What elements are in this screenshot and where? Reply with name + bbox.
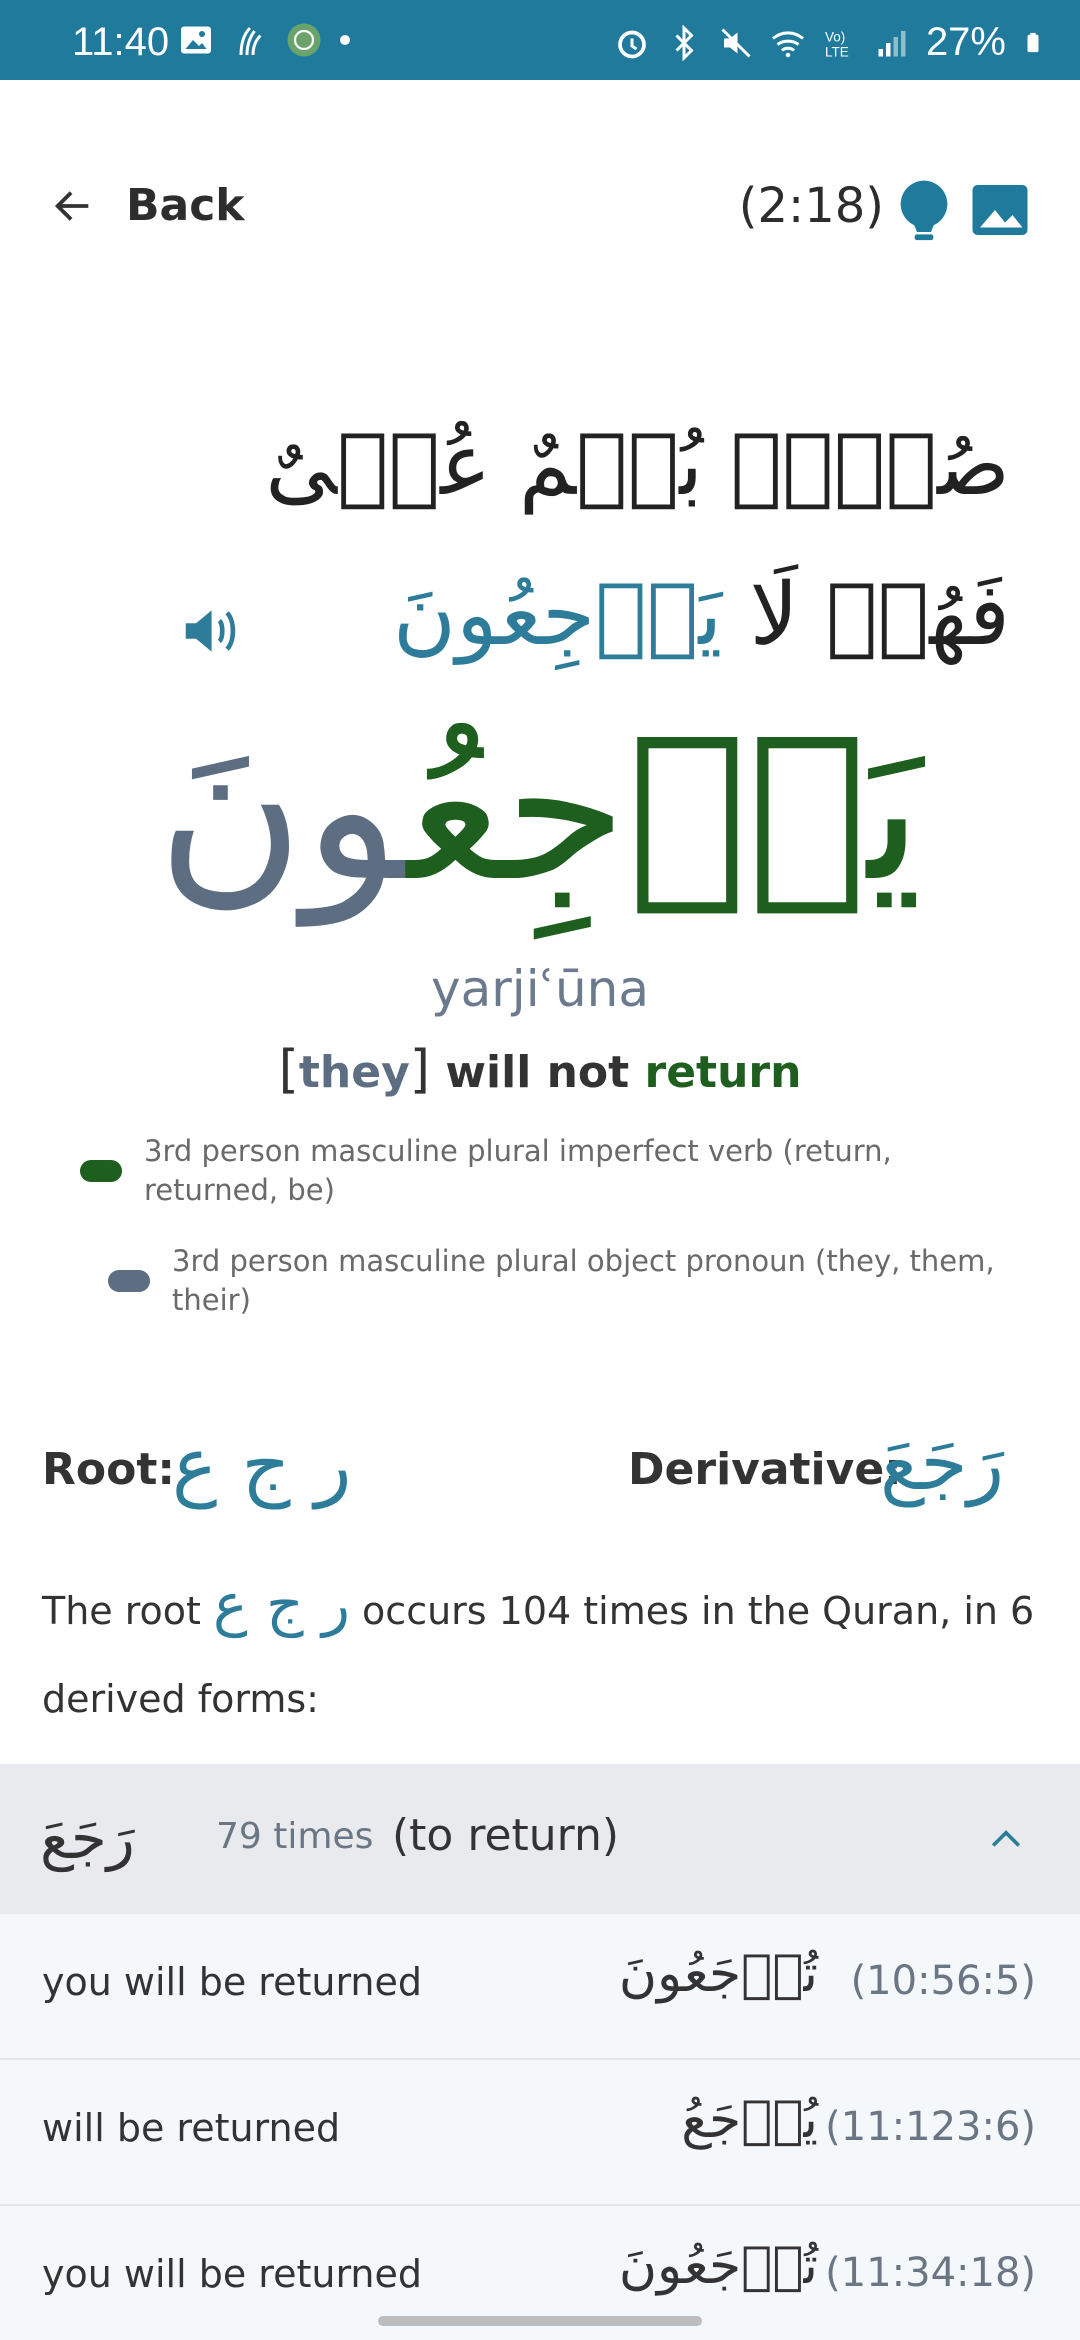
battery-icon: [1022, 25, 1044, 61]
derivative-arabic[interactable]: رَجَعَ: [880, 1418, 1005, 1507]
mute-icon: [718, 25, 754, 61]
legend-item-verb: [80, 1132, 1010, 1210]
gloss-middle: will not: [430, 1047, 645, 1098]
legend-text-verb: 3rd person masculine plural imperfect verb (return, returned, be): [144, 1134, 892, 1207]
svg-text:LTE: LTE: [824, 44, 849, 59]
row-english: will be returned: [42, 2106, 341, 2150]
gloss-they: they: [298, 1047, 410, 1098]
row-english: you will be returned: [42, 2252, 422, 2296]
row-reference[interactable]: (11:34:18): [825, 2250, 1036, 2296]
row-arabic: تُرۡجَعُونَ: [618, 1944, 818, 2004]
derived-form-accordion-header[interactable]: [0, 1764, 1080, 1914]
derivative-label: Derivative:: [628, 1444, 902, 1495]
row-reference[interactable]: (11:123:6): [825, 2104, 1036, 2150]
form-arabic: رَجَعَ: [40, 1804, 135, 1872]
verse-reference[interactable]: (2:18): [738, 178, 884, 234]
word-verb-segment[interactable]: يَرۡجِعُ: [407, 693, 924, 926]
list-item[interactable]: [0, 1914, 1080, 2060]
list-item[interactable]: [0, 2060, 1080, 2206]
status-time: 11:40: [72, 20, 170, 64]
system-icons: [614, 20, 1044, 65]
wifi-icon: [770, 25, 806, 61]
status-bar: [0, 0, 1080, 80]
verse-words: صُمٌّۢ بُكۡمٌ عُمۡىٌ فَهُمۡ لَا: [265, 415, 1010, 665]
legend-swatch-verb: [80, 1160, 122, 1182]
word-arabic: [0, 680, 1080, 940]
image-icon[interactable]: [970, 180, 1030, 240]
occurrence-root-arabic: ر ج ع: [213, 1570, 350, 1638]
volte-icon: [822, 25, 858, 61]
arrow-left-icon: [50, 183, 96, 229]
root-label: Root:: [42, 1444, 175, 1495]
occurrence-prefix: The root: [42, 1589, 214, 1633]
lightbulb-icon[interactable]: [896, 178, 952, 244]
root-occurrence-text: [42, 1560, 1047, 1743]
alarm-icon: [614, 25, 650, 61]
back-button[interactable]: [50, 180, 245, 231]
notification-icons: [178, 22, 350, 58]
row-english: you will be returned: [42, 1960, 422, 2004]
occurrence-suffix: occurs 104 times in the Quran, in 6 derived forms:: [42, 1589, 1047, 1721]
row-arabic: تُرۡجَعُونَ: [618, 2236, 818, 2296]
more-notifications-dot: [340, 35, 350, 45]
word-pronoun-segment[interactable]: ونَ: [156, 693, 408, 926]
app-icon: [286, 22, 322, 58]
back-label: Back: [126, 180, 245, 231]
verse-highlighted-word[interactable]: يَرۡجِعُونَ: [392, 565, 723, 665]
form-count: 79 times: [216, 1816, 374, 1857]
gloss-close-bracket: ]: [409, 1040, 431, 1100]
row-reference[interactable]: (10:56:5): [850, 1958, 1036, 2004]
legend-text-pronoun: 3rd person masculine plural object pronoun (they, them, their): [172, 1244, 995, 1317]
feather-icon: [232, 22, 268, 58]
signal-icon: [874, 25, 910, 61]
legend-swatch-pronoun: [108, 1270, 150, 1292]
gloss-open-bracket: [: [278, 1040, 299, 1100]
word-gloss: [0, 1040, 1080, 1100]
row-arabic: يُرۡجَعُ: [681, 2090, 818, 2150]
legend-item-pronoun: [108, 1242, 1008, 1320]
app-header: [0, 160, 1080, 260]
bluetooth-icon: [666, 25, 702, 61]
gloss-return: return: [644, 1047, 802, 1098]
root-arabic[interactable]: ر ج ع: [172, 1420, 352, 1509]
form-meaning: (to return): [392, 1810, 620, 1861]
speaker-icon[interactable]: [178, 600, 240, 662]
battery-percent: 27%: [925, 20, 1006, 64]
chevron-up-icon[interactable]: [984, 1818, 1028, 1862]
home-indicator[interactable]: [378, 2316, 702, 2326]
transliteration: yarjiʿūna: [431, 960, 649, 1018]
svg-text:Vo): Vo): [824, 29, 846, 44]
gallery-icon: [178, 22, 214, 58]
